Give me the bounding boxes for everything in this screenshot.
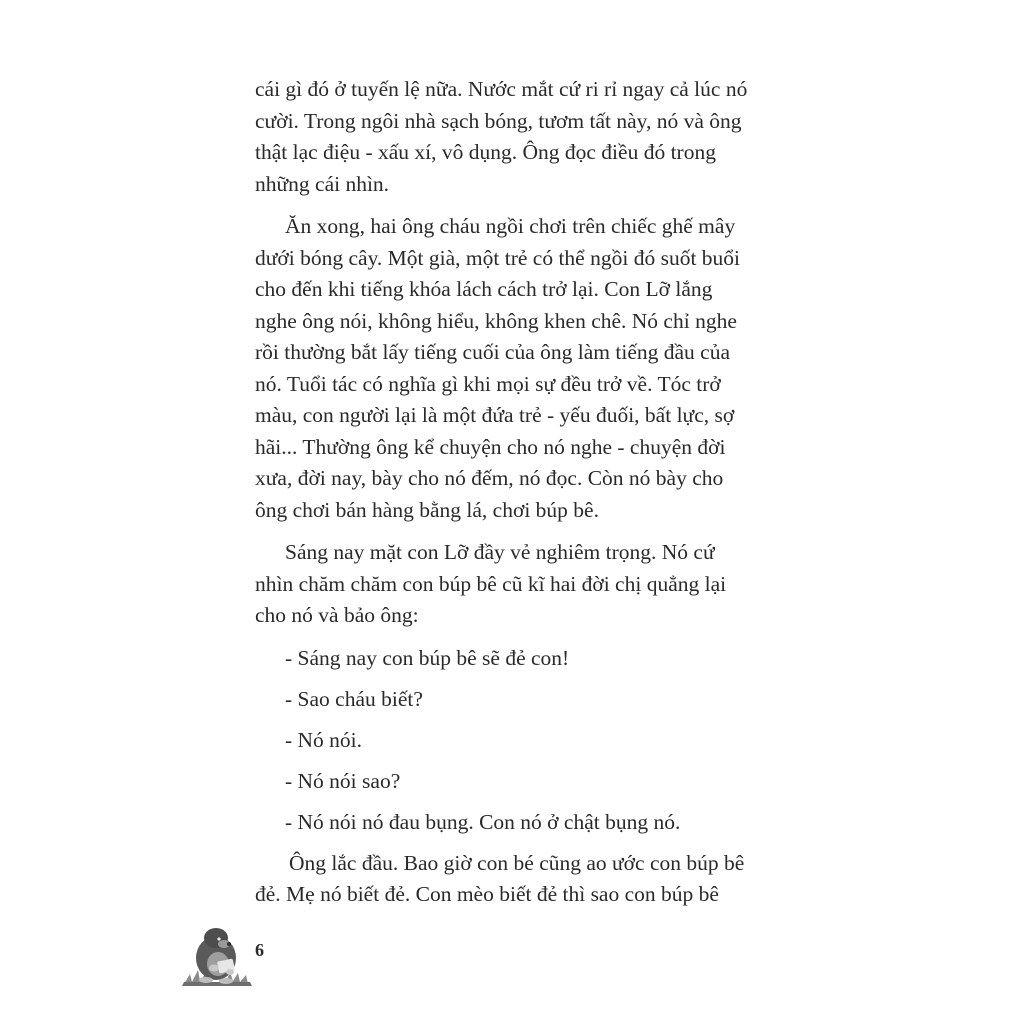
text-line: rồi thường bắt lấy tiếng cuối của ông làm tiếng đầu của	[255, 340, 730, 364]
page-number: 6	[255, 940, 264, 960]
dialogue-line: - Nó nói sao?	[285, 768, 401, 793]
dialogue-line: - Sao cháu biết?	[285, 686, 423, 711]
text-line: cho đến khi tiếng khóa lách cách trở lại. Con Lỡ lắng	[255, 277, 713, 301]
text-line: nhìn chăm chăm con búp bê cũ kĩ hai đời chị quẳng lại	[255, 571, 727, 596]
text-line: những cái nhìn.	[255, 171, 390, 196]
paragraph-2	[255, 211, 775, 526]
text-line: nghe ông nói, không hiểu, không khen chê. Nó chỉ nghe	[255, 308, 737, 333]
mole-reading-icon	[180, 918, 254, 988]
text-line: Ông lắc đầu. Bao giờ con bé cũng ao ước con búp bê	[289, 850, 745, 875]
page-body-text	[255, 74, 775, 922]
text-line: màu, con người lại là một đứa trẻ - yếu đuối, bất lực, sợ	[255, 403, 735, 427]
paragraph-3	[255, 537, 775, 632]
text-line: hãi... Thường ông kể chuyện cho nó nghe - chuyện đời	[255, 434, 726, 459]
text-line: xưa, đời nay, bày cho nó đếm, nó đọc. Còn nó bày cho	[255, 466, 724, 490]
paragraph-4	[255, 848, 775, 911]
text-line: cái gì đó ở tuyến lệ nữa. Nước mắt cứ ri rỉ ngay cả lúc nó	[255, 77, 748, 101]
text-line: Sáng nay mặt con Lỡ đầy vẻ nghiêm trọng. Nó cứ	[285, 540, 715, 564]
text-line: cho nó và bảo ông:	[255, 603, 419, 627]
dialogue-line: - Nó nói.	[285, 727, 363, 752]
text-line: cười. Trong ngôi nhà sạch bóng, tươm tất này, nó và ông	[255, 108, 742, 133]
text-line: ông chơi bán hàng bằng lá, chơi búp bê.	[255, 497, 599, 522]
paragraph-1	[255, 74, 775, 200]
text-line: nó. Tuổi tác có nghĩa gì khi mọi sự đều trở về. Tóc trở	[255, 371, 721, 396]
text-line: thật lạc điệu - xấu xí, vô dụng. Ông đọc điều đó trong	[255, 140, 716, 164]
text-line: Ăn xong, hai ông cháu ngồi chơi trên chiếc ghế mây	[285, 214, 736, 238]
text-line: dưới bóng cây. Một già, một trẻ có thể ngồi đó suốt buổi	[255, 245, 741, 270]
dialogue-line: - Nó nói nó đau bụng. Con nó ở chật bụng nó.	[285, 809, 681, 834]
text-line: đẻ. Mẹ nó biết đẻ. Con mèo biết đẻ thì sao con búp bê	[255, 882, 719, 906]
dialogue-line: - Sáng nay con búp bê sẽ đẻ con!	[285, 645, 570, 670]
